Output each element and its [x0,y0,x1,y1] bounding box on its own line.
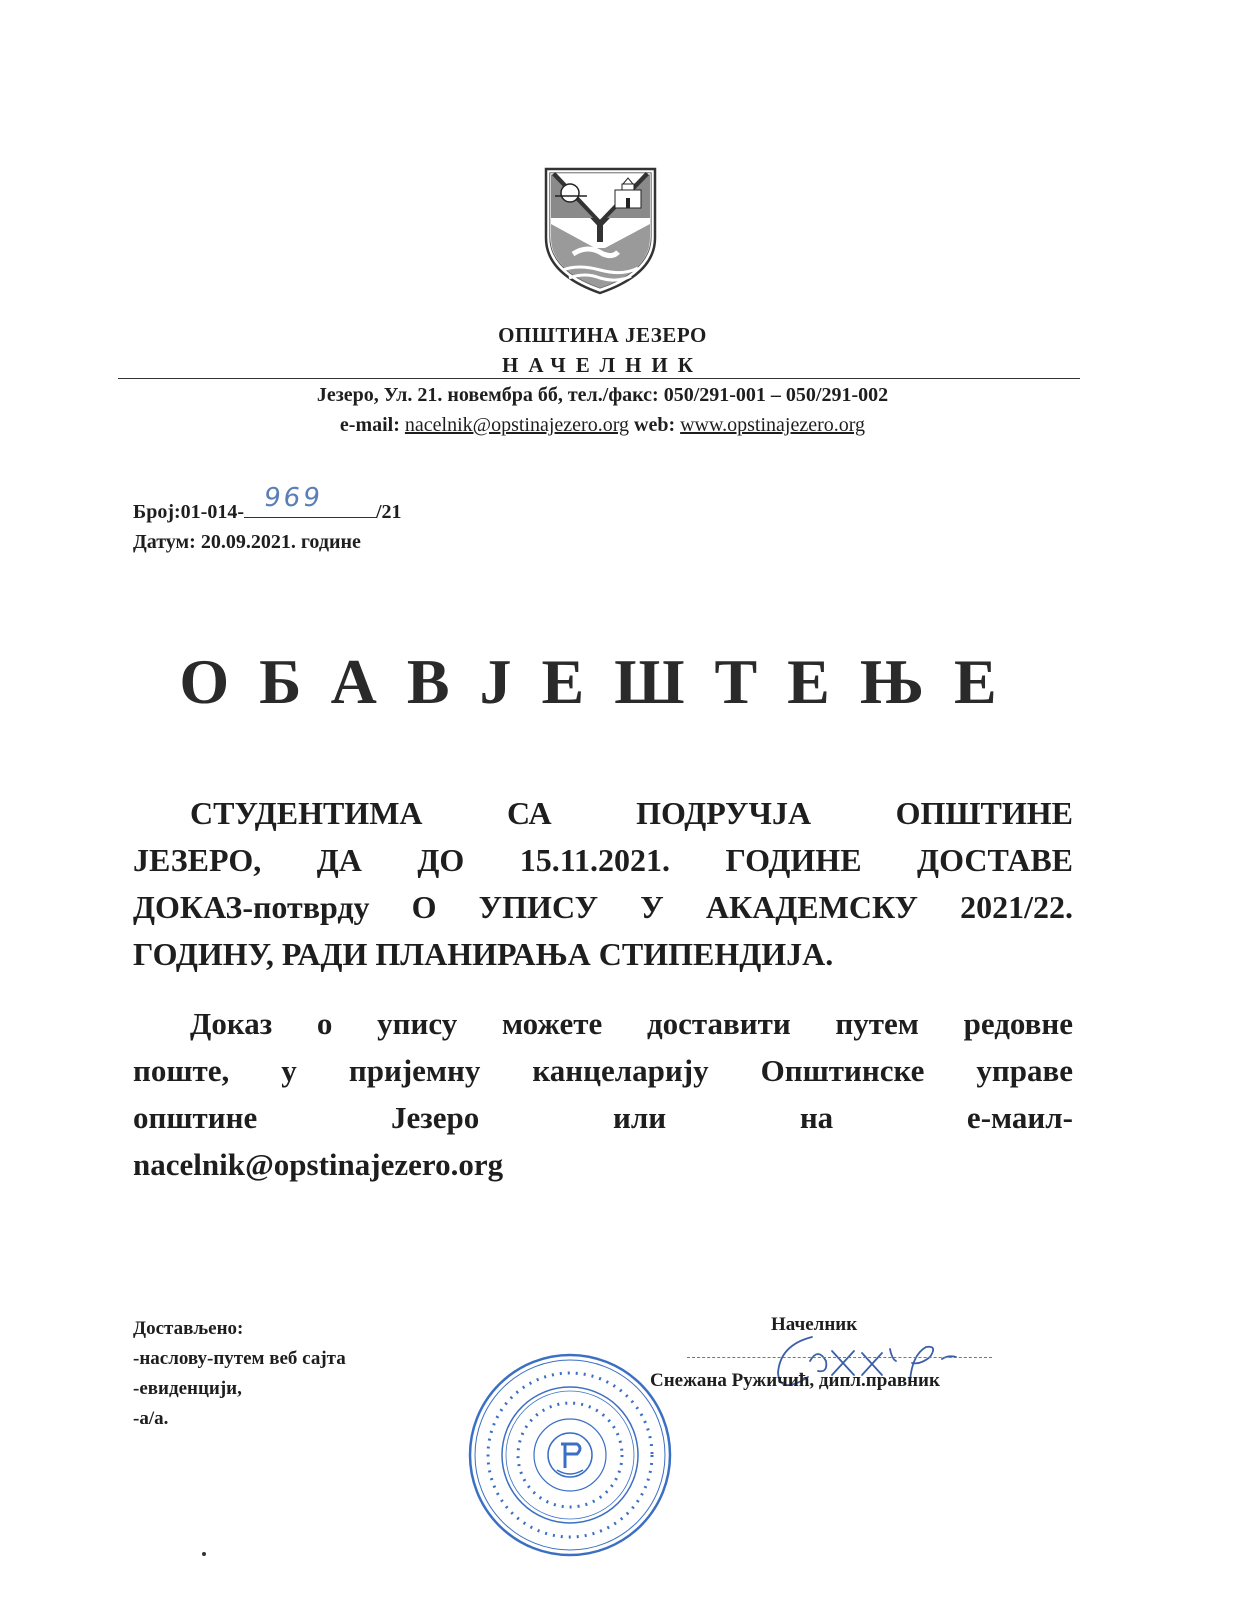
signature-line [687,1357,992,1358]
handwritten-number: 969 [261,483,325,513]
delivered-heading: Достављено: [133,1318,244,1339]
coat-of-arms-icon [543,166,658,296]
handwritten-signature-icon [770,1325,970,1405]
delivered-to-block [133,1314,346,1434]
reference-prefix: Број:01-014- [133,501,244,523]
reference-number-field [244,483,376,518]
paragraph-email: nacelnik@opstinajezero.org [133,1147,504,1182]
email-link[interactable]: nacelnik@opstinajezero.org [404,414,629,436]
notice-paragraph-2 [133,1000,1073,1188]
paragraph-line: ЈЕЗЕРО, ДА ДО 15.11.2021. ГОДИНЕ ДОСТАВЕ [133,842,1073,878]
paragraph-line: ГОДИНУ, РАДИ ПЛАНИРАЊА СТИПЕНДИЈА. [133,936,834,972]
email-label: e-mail: [339,414,400,436]
reference-block [133,483,402,557]
paragraph-line: поште, у пријемну канцеларију Општинске управе [133,1053,1073,1088]
office-name: НАЧЕЛНИК [502,353,703,377]
reference-date: Датум: 20.09.2021. године [133,531,361,553]
paragraph-line: Доказ о упису можете доставити путем редовне [190,1006,1073,1041]
municipality-name: ОПШТИНА ЈЕЗЕРО [498,323,707,347]
header-divider [118,378,1080,379]
delivered-item: -а/а. [133,1408,169,1429]
document-title: ОБАВЈЕШТЕЊЕ [179,646,1027,717]
notice-paragraph-1 [133,790,1073,978]
web-label: web: [634,414,676,436]
reference-number [133,483,402,527]
contact-line [0,414,1205,437]
paragraph-line: СТУДЕНТИМА СА ПОДРУЧЈА ОПШТИНЕ [190,795,1073,831]
paragraph-line: ДОКАЗ-потврду О УПИСУ У АКАДЕМСКУ 2021/22. [133,889,1073,925]
web-link[interactable]: www.opstinajezero.org [680,414,866,436]
scan-speck [202,1552,206,1556]
delivered-item: -евиденцији, [133,1378,242,1399]
official-stamp-icon [465,1350,675,1560]
signatory-name: Снежана Ружичић, дипл.правник [650,1370,940,1391]
paragraph-line: општине Језеро или на е-маил- [133,1100,1073,1135]
reference-suffix: /21 [376,501,402,523]
address-line: Језеро, Ул. 21. новембра бб, тел./факс: 050/291-001 – 050/291-002 [316,384,889,406]
delivered-item: -наслову-путем веб сајта [133,1348,346,1369]
signatory-title: Начелник [771,1314,858,1335]
